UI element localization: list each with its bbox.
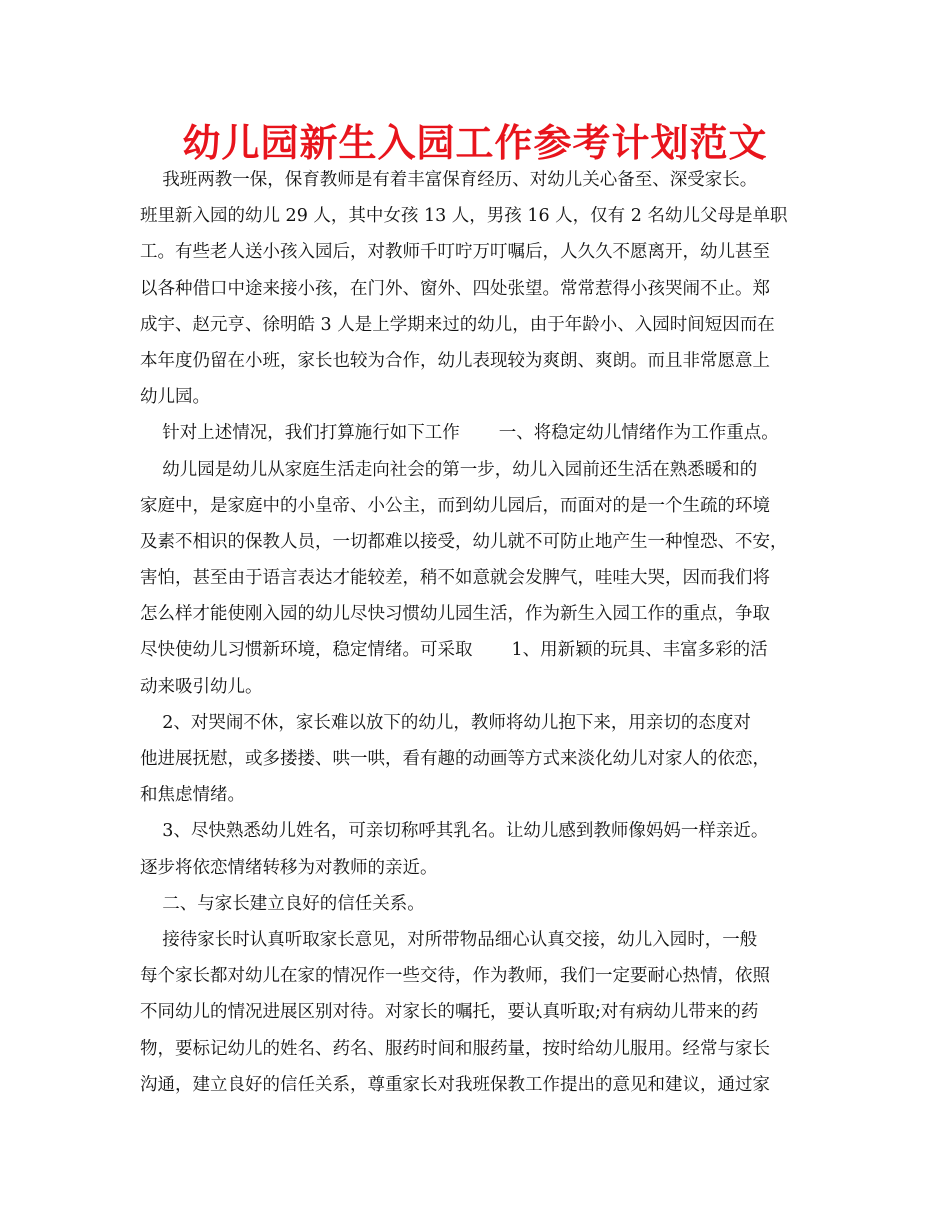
body-text-line: 2、对哭闹不休，家长难以放下的幼儿，教师将幼儿抱下来，用亲切的态度对: [140, 712, 751, 733]
body-text-line: 我班两教一保，保育教师是有着丰富保育经历、对幼儿关心备至、深受家长。: [140, 170, 758, 190]
document-body: [140, 162, 812, 1103]
body-text-line: 动来吸引幼儿。: [140, 676, 263, 697]
body-text-line: 接待家长时认真听取家长意见，对所带物品细心认真交接，幼儿入园时，一般: [140, 929, 758, 950]
body-text-line: 班里新入园的幼儿 29 人，其中女孩 13 人，男孩 16 人，仅有 2 名幼儿父母是单职: [140, 206, 788, 227]
body-text-line: 沟通，建立良好的信任关系，尊重家长对我班保教工作提出的意见和建议，通过家: [140, 1074, 770, 1095]
body-text-line: 物，要标记幼儿的姓名、药名、服药时间和服药量，按时给幼儿服用。经常与家长: [140, 1038, 770, 1059]
body-text-line: 及素不相识的保教人员，一切都难以接受，幼儿就不可防止地产生一种惶恐、不安，: [140, 531, 788, 552]
body-text-line: 幼儿园。: [140, 387, 210, 408]
body-text-line: 每个家长都对幼儿在家的情况作一些交待，作为教师，我们一定要耐心热情，依照: [140, 966, 770, 987]
body-text-line: 针对上述情况，我们打算施行如下工作 一、将稳定幼儿情绪作为工作重点。: [140, 423, 779, 444]
body-text-line: 害怕，甚至由于语言表达才能较差，稍不如意就会发脾气，哇哇大哭，因而我们将: [140, 568, 770, 589]
body-text-line: 二、与家长建立良好的信任关系。: [140, 893, 425, 914]
body-text-line: 他进展抚慰，或多搂搂、哄一哄，看有趣的动画等方式来淡化幼儿对家人的依恋，: [140, 749, 770, 769]
body-text-line: 幼儿园是幼儿从家庭生活走向社会的第一步，幼儿入园前还生活在熟悉暖和的: [140, 459, 758, 480]
body-text-line: 不同幼儿的情况进展区别对待。对家长的嘱托，要认真听取;对有病幼儿带来的药: [140, 1002, 759, 1023]
body-text-line: 以各种借口中途来接小孩，在门外、窗外、四处张望。常常惹得小孩哭闹不止。郑: [140, 278, 770, 299]
body-text-line: 工。有些老人送小孩入园后，对教师千叮咛万叮嘱后，人久久不愿离开，幼儿甚至: [140, 242, 770, 263]
body-text-line: 逐步将依恋情绪转移为对教师的亲近。: [140, 857, 438, 878]
body-text-line: 3、尽快熟悉幼儿姓名，可亲切称呼其乳名。让幼儿感到教师像妈妈一样亲近。: [140, 821, 769, 842]
body-text-line: 怎么样才能使刚入园的幼儿尽快习惯幼儿园生活，作为新生入园工作的重点，争取: [140, 604, 770, 625]
body-text-line: 家庭中，是家庭中的小皇帝、小公主，而到幼儿园后，而面对的是一个生疏的环境: [140, 495, 770, 516]
body-text-line: 本年度仍留在小班，家长也较为合作，幼儿表现较为爽朗、爽朗。而且非常愿意上: [140, 350, 770, 371]
body-text-line: 成宇、赵元亨、徐明皓 3 人是上学期来过的幼儿，由于年龄小、入园时间短因而在: [140, 314, 775, 335]
body-text-line: 尽快使幼儿习惯新环境，稳定情绪。可采取 1、用新颖的玩具、丰富多彩的活: [140, 640, 768, 661]
body-text-line: 和焦虑情绪。: [140, 785, 245, 806]
document-title: 幼儿园新生入园工作参考计划范文: [182, 121, 768, 165]
